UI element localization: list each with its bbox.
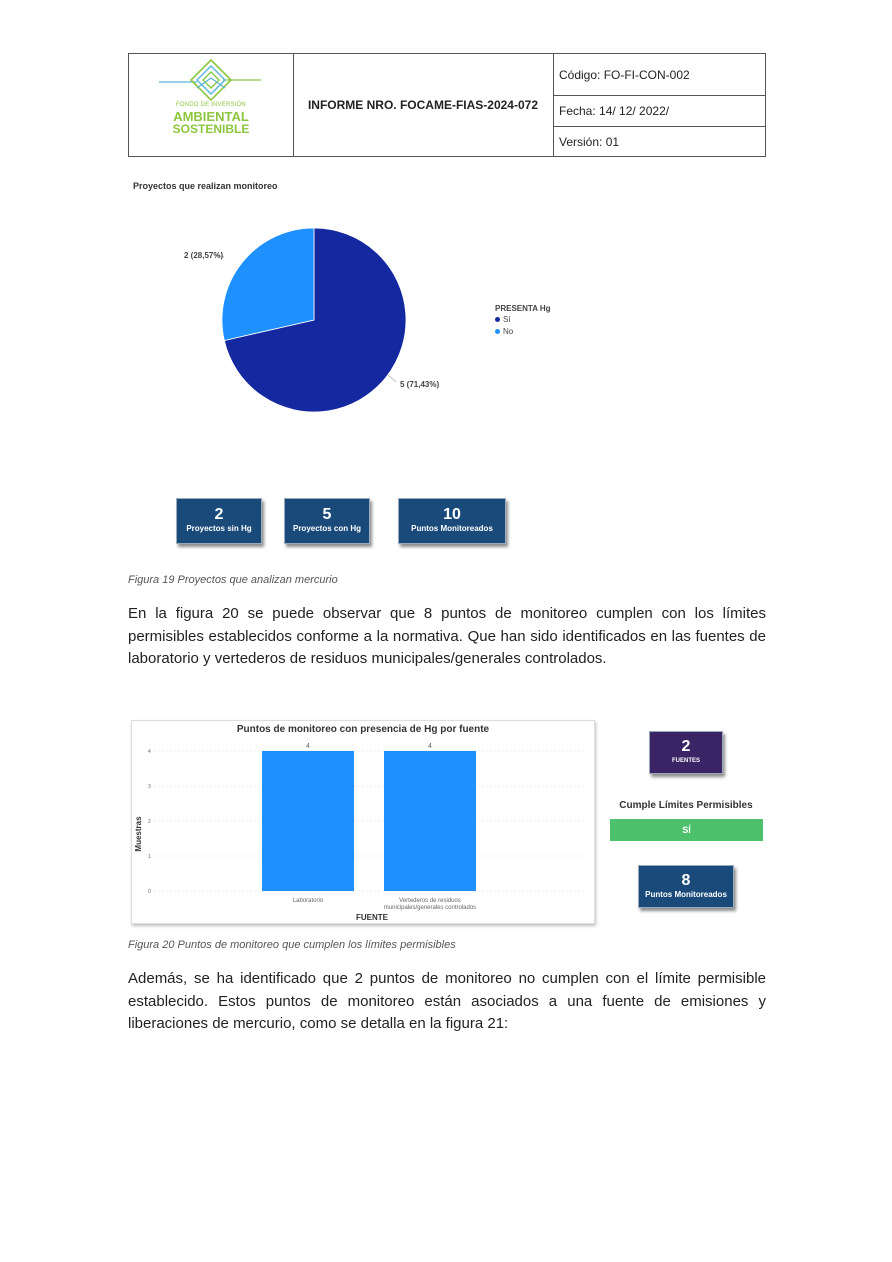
bar — [262, 751, 354, 891]
legend-label-no: No — [503, 327, 514, 336]
y-tick-label: 3 — [148, 784, 151, 790]
logo-line-3: SOSTENIBLE — [172, 122, 250, 136]
bar-data-label: 4 — [306, 743, 310, 750]
legend-item-si — [495, 315, 511, 324]
x-tick-label: municipales/generales controlados — [383, 905, 477, 911]
legend-item-no — [495, 327, 513, 336]
kpi-fuentes — [649, 731, 723, 774]
kpi-puntos-monitoreados — [398, 498, 506, 544]
report-title: INFORME NRO. FOCAME-FIAS-2024-072 — [307, 98, 539, 112]
y-tick-label: 0 — [148, 889, 151, 895]
logo-cell — [129, 54, 294, 156]
pie-label-si: 5 (71,43%) — [400, 380, 440, 389]
kpi-value: 8 — [681, 872, 691, 889]
kpi-label: Puntos Monitoreados — [645, 890, 727, 899]
logo-line-2: AMBIENTAL — [173, 109, 249, 124]
fecha-text: Fecha: 14/ 12/ 2022/ — [559, 104, 670, 118]
cumple-title: Cumple Límites Permisibles — [619, 800, 753, 811]
kpi-label: Puntos Monitoreados — [411, 524, 493, 533]
x-tick-label: Vertederos de residuos — [399, 898, 461, 904]
report-title-cell — [293, 54, 554, 156]
kpi-label: Proyectos sin Hg — [186, 524, 252, 533]
y-tick-label: 4 — [148, 749, 151, 755]
cumple-status-badge: SÍ — [610, 819, 763, 841]
fecha-cell — [554, 96, 765, 127]
codigo-text: Código: FO-FI-CON-002 — [559, 67, 690, 82]
paragraph-2: Además, se ha identificado que 2 puntos de monitoreo no cumplen con el límite permisible establecido. Estos puntos de monitoreo están asociados a una fuente de emisiones y liberaciones de mercurio, como se detalla en la figura 21: — [128, 970, 766, 1032]
y-tick-label: 1 — [148, 854, 151, 860]
legend-dot-no-icon — [495, 329, 500, 334]
pie-leader-si — [388, 375, 396, 382]
kpi-value: 5 — [322, 506, 332, 523]
codigo-cell — [554, 54, 765, 96]
x-axis-label: FUENTE — [356, 913, 388, 922]
logo-line-1: FONDO DE INVERSIÓN — [176, 102, 246, 108]
bar-chart-title: Puntos de monitoreo con presencia de Hg por fuente — [236, 724, 490, 735]
document-header — [128, 53, 766, 157]
figure-19-caption: Figura 19 Proyectos que analizan mercurio — [128, 574, 338, 586]
y-axis-label: Muestras — [134, 816, 143, 852]
legend-label-si: Sí — [503, 315, 511, 324]
kpi-value: 10 — [443, 506, 461, 523]
logo-text — [169, 102, 253, 135]
kpi-value: 2 — [214, 506, 224, 523]
kpi-proyectos-sin-hg — [176, 498, 262, 544]
figure-20-caption: Figura 20 Puntos de monitoreo que cumplen los límites permisibles — [128, 939, 456, 951]
kpi-puntos-monitoreados-8 — [638, 865, 734, 908]
kpi-proyectos-con-hg — [284, 498, 370, 544]
kpi-label: FUENTES — [671, 758, 700, 764]
kpi-label: Proyectos con Hg — [292, 524, 361, 533]
version-text: Versión: 01 — [559, 134, 620, 149]
bar-chart-container — [131, 720, 595, 924]
pie-label-no: 2 (28,57%) — [184, 251, 224, 260]
legend-dot-si-icon — [495, 317, 500, 322]
y-tick-label: 2 — [148, 819, 151, 825]
paragraph-1: En la figura 20 se puede observar que 8 puntos de monitoreo cumplen con los límites permisibles establecidos conforme a la normativa. Que han sido identificados en las fuentes de laboratorio y vertederos de residuos municipales/generales controlados. — [128, 605, 766, 667]
fias-logo-icon — [157, 58, 265, 102]
kpi-value: 2 — [681, 738, 691, 755]
legend-title: PRESENTA Hg — [495, 304, 551, 313]
bar-chart — [132, 721, 594, 923]
version-cell — [554, 127, 765, 156]
bar — [384, 751, 476, 891]
x-tick-label: Laboratorio — [292, 898, 324, 904]
pie-chart-title: Proyectos que realizan monitoreo — [133, 181, 278, 191]
bar-data-label: 4 — [428, 743, 432, 750]
